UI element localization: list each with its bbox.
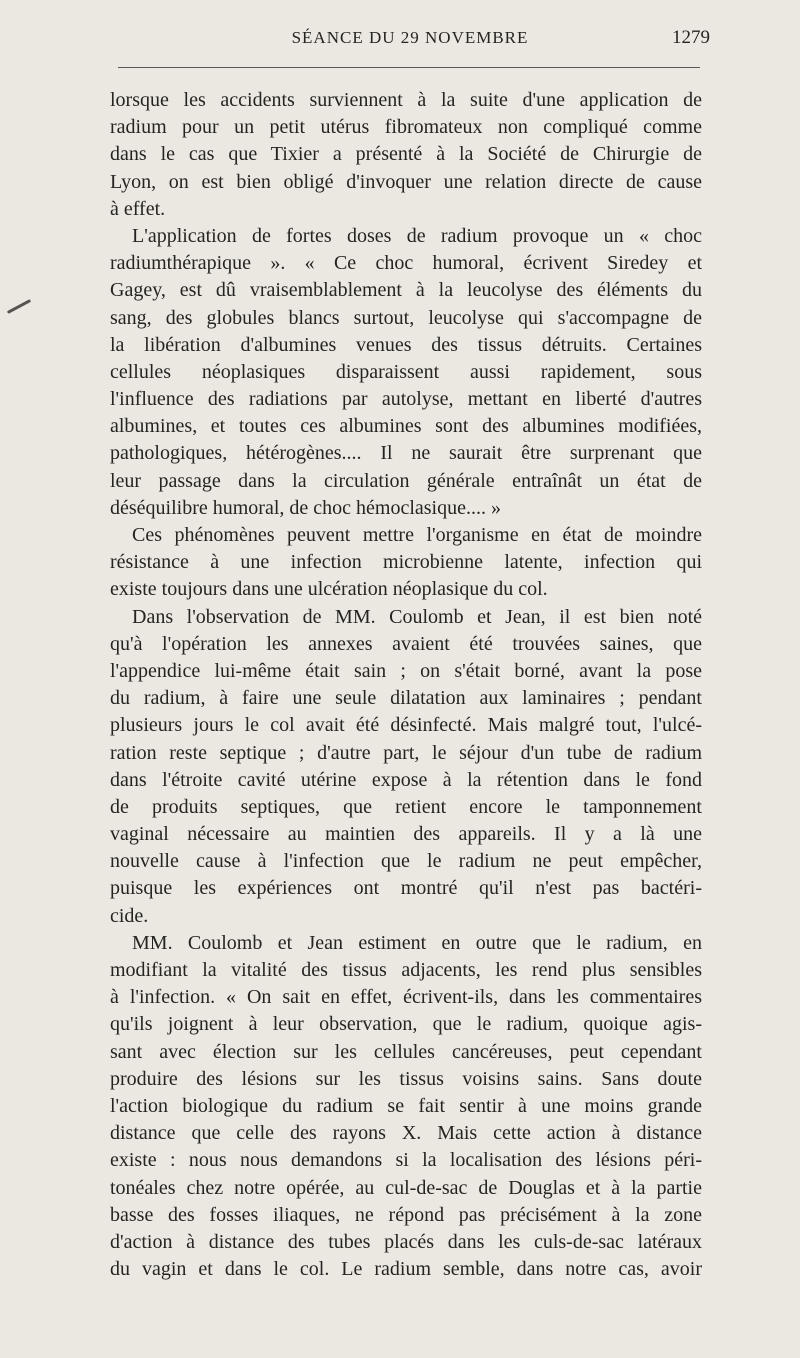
text-line: pathologiques, hétérogènes.... Il ne saurait être surprenant que: [110, 442, 702, 465]
text-line: basse des fosses iliaques, ne répond pas précisément à la zone: [110, 1203, 702, 1226]
text-line: sang, des globules blancs surtout, leucolyse qui s'accompagne de: [110, 306, 702, 329]
text-line: cellules néoplasiques disparaissent aussi rapidement, sous: [110, 360, 702, 383]
text-line: l'action biologique du radium se fait sentir à une moins grande: [110, 1094, 702, 1117]
text-line: produire des lésions sur les tissus voisins sains. Sans doute: [110, 1067, 702, 1090]
text-line: Ces phénomènes peuvent mettre l'organisme en état de moindre: [132, 524, 702, 546]
header-rule: [118, 67, 700, 68]
text-line: leur passage dans la circulation générale entraînât un état de: [110, 469, 702, 492]
text-line: dans l'étroite cavité utérine expose à la rétention dans le fond: [110, 768, 702, 791]
text-line: de produits septiques, que retient encore le tamponnement: [110, 795, 702, 818]
text-line: déséquilibre humoral, de choc hémoclasique.... »: [110, 496, 501, 519]
text-line: ration reste septique ; d'autre part, le séjour d'un tube de radium: [110, 741, 702, 764]
text-line: puisque les expériences ont montré qu'il n'est pas bactéri-: [110, 877, 702, 900]
running-head: [110, 24, 710, 52]
text-line: la libération d'albumines venues des tissus détruits. Certaines: [110, 333, 702, 356]
text-line: Dans l'observation de MM. Coulomb et Jean, il est bien noté: [132, 605, 702, 628]
text-line: du vagin et dans le col. Le radium semble, dans notre cas, avoir: [110, 1258, 702, 1281]
text-line: radium pour un petit utérus fibromateux non compliqué comme: [110, 116, 702, 139]
text-line: qu'à l'opération les annexes avaient été trouvées saines, que: [110, 632, 702, 655]
text-line: distance que celle des rayons X. Mais cette action à distance: [110, 1122, 702, 1145]
text-line: plusieurs jours le col avait été désinfecté. Mais malgré tout, l'ulcé-: [110, 714, 702, 737]
text-line: à l'infection. « On sait en effet, écrivent-ils, dans les commentaires: [110, 986, 702, 1009]
margin-mark: [7, 299, 31, 314]
text-line: vaginal nécessaire au maintien des appareils. Il y a là une: [110, 823, 702, 846]
text-line: l'appendice lui-même était sain ; on s'était borné, avant la pose: [110, 659, 702, 682]
text-line: qu'ils joignent à leur observation, que le radium, quoique agis-: [110, 1013, 702, 1036]
text-line: nouvelle cause à l'infection que le radium ne peut empêcher,: [110, 850, 702, 873]
running-title: SÉANCE DU 29 NOVEMBRE: [291, 28, 529, 47]
text-line: résistance à une infection microbienne latente, infection qui: [110, 551, 702, 574]
text-line: dans le cas que Tixier a présenté à la Société de Chirurgie de: [110, 143, 702, 166]
text-line: d'action à distance des tubes placés dans les culs-de-sac latéraux: [110, 1230, 702, 1253]
text-line: modifiant la vitalité des tissus adjacents, les rend plus sensibles: [110, 959, 702, 981]
text-line: à effet.: [110, 197, 166, 220]
text-line: tonéales chez notre opérée, au cul-de-sac de Douglas et à la partie: [110, 1176, 702, 1199]
text-line: Lyon, on est bien obligé d'invoquer une relation directe de cause: [110, 170, 702, 193]
text-line: lorsque les accidents surviennent à la suite d'une application de: [110, 89, 702, 111]
text-line: albumines, et toutes ces albumines sont des albumines modifiées,: [110, 415, 702, 438]
text-line: Gagey, est dû vraisemblablement à la leucolyse des éléments du: [110, 279, 702, 302]
text-line: cide.: [110, 904, 149, 927]
text-line: l'influence des radiations par autolyse, mettant en liberté d'autres: [110, 388, 702, 411]
text-line: existe : nous nous demandons si la localisation des lésions péri-: [110, 1149, 702, 1172]
text-line: existe toujours dans une ulcération néoplasique du col.: [110, 578, 548, 601]
text-line: L'application de fortes doses de radium provoque un « choc: [132, 224, 702, 247]
text-line: du radium, à faire une seule dilatation aux laminaires ; pendant: [110, 687, 702, 710]
text-line: sant avec élection sur les cellules cancéreuses, peut cependant: [110, 1040, 702, 1063]
text-line: radiumthérapique ». « Ce choc humoral, écrivent Siredey et: [110, 252, 702, 275]
page-number: 1279: [672, 27, 710, 48]
body-text: [110, 87, 702, 1283]
text-line: MM. Coulomb et Jean estiment en outre que le radium, en: [132, 931, 702, 954]
